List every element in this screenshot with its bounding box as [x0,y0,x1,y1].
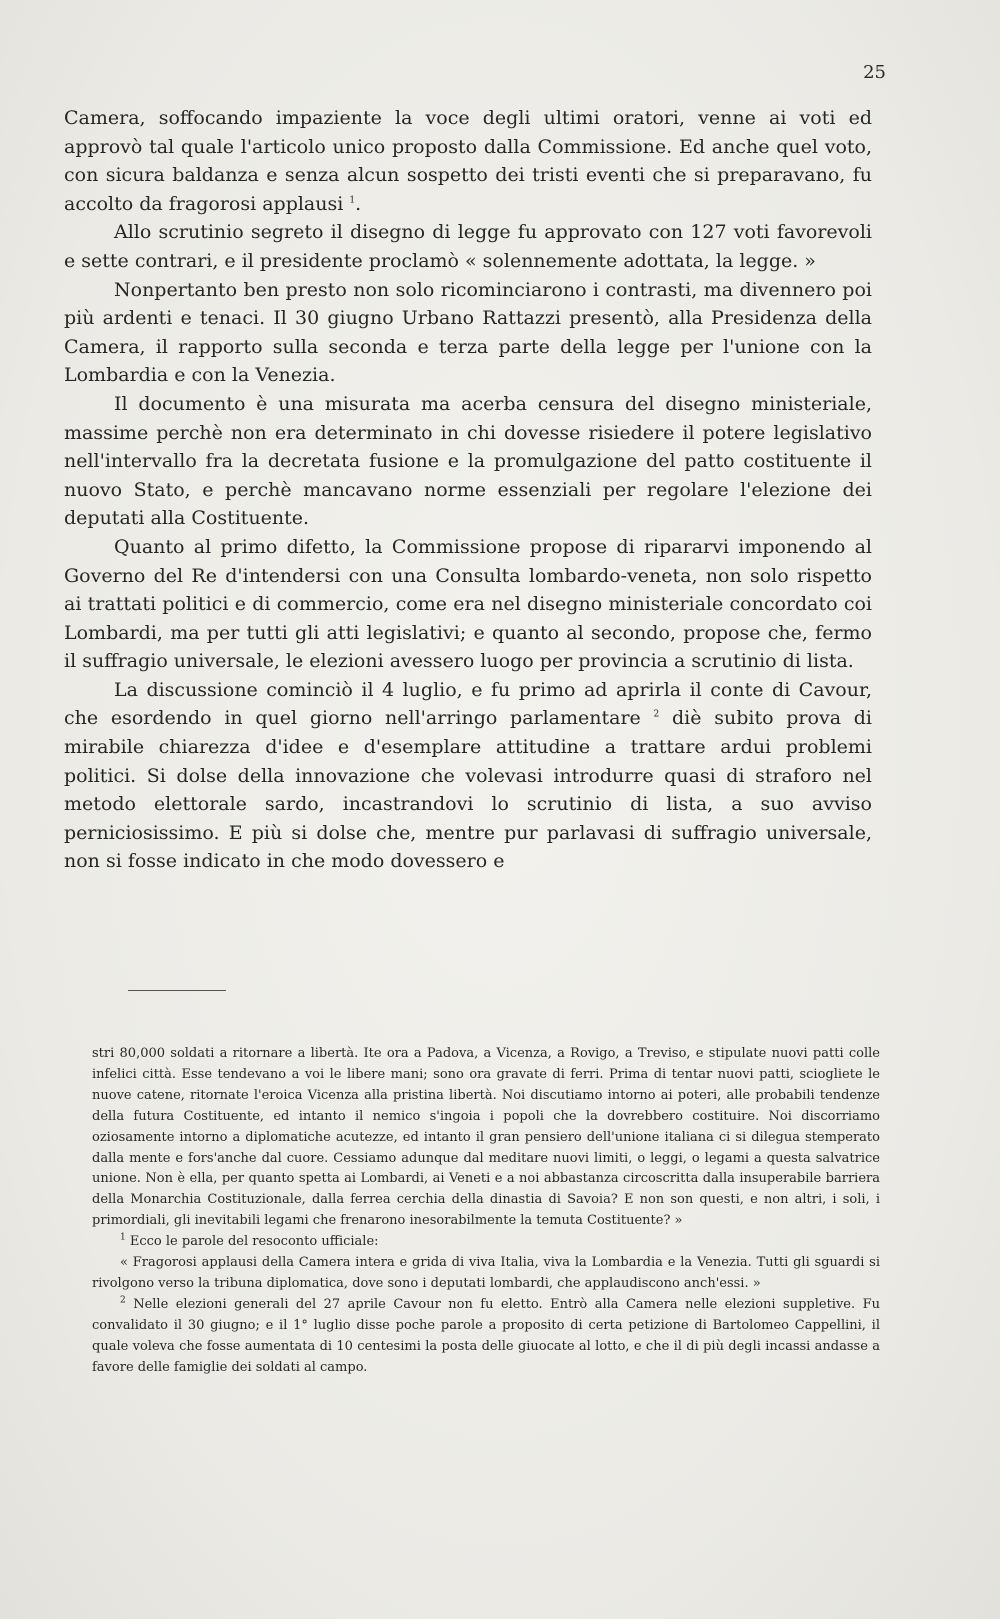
paragraph-text-tail: diè subito prova di mirabile chiarezza d'idee e d'esemplare attitudine a trattare ardui problemi politici. Si dolse della innovazione che volevasi introdurre quasi di straforo nel metodo elettorale sardo, incastrandovi lo scrutinio di lista, a suo avviso perniciosissimo. E più si dolse che, mentre pur parlavasi di suffragio universale, non si fosse indicato in che modo dovessero e [64,707,872,873]
paragraph-text-tail: . [355,192,362,215]
footnote-continuation: stri 80,000 soldati a ritornare a libertà. Ite ora a Padova, a Vicenza, a Rovigo, a Treviso, e stipulate nuovi patti colle infelici città. Esse tendevano a voi le libere mani; sono ora gravate di ferri. Prima di tentar nuovi patti, sciogliete le nuove catene, ritornate l'eroica Vicenza alla pristina libertà. Noi discutiamo intorno ai poteri, alle probabili tendenze della futura Costituente, ed intanto il nemico s'ingoia i popoli che la dovrebbero costituire. Noi discorriamo oziosamente intorno a diplomatiche acutezze, ed intanto il gran pensiero dell'unione italiana ci si dilegua stemperato dalla mente e fors'anche dal cuore. Cessiamo adunque dal meditare nuovi limiti, o leggi, o legami a questa salvatrice unione. Non è ella, per quanto spetta ai Lombardi, ai Veneti e a noi abbastanza circoscritta dalla insuperabile barriera della Monarchia Costituzionale, dalla ferrea cerchia della dinastia di Savoia? E non son questi, e non altri, i soli, i primordiali, gli inevitabili legami che frenarono inesorabilmente la temuta Costituente? » [92,1046,880,1229]
footnote-ref-1: 1 [349,195,356,206]
main-text [64,104,872,876]
paragraph-text: La discussione cominciò il 4 luglio, e fu primo ad aprirla il conte di Cavour, che esordendo in quel giorno nell'arringo parlamentare [64,678,872,730]
body-paragraph-2: Allo scrutinio segreto il disegno di legge fu approvato con 127 voti favorevoli e sette contrari, e il presidente proclamò « solennemente adottata, la legge. » [64,221,872,272]
footnote-1-intro: Ecco le parole del resoconto ufficiale: [129,1234,379,1250]
body-paragraph-1 [64,104,872,218]
body-paragraph-5: Quanto al primo difetto, la Commissione propose di ripararvi imponendo al Governo del Re d'intendersi con una Consulta lombardo-veneta, non solo rispetto ai trattati politici e di commercio, come era nel disegno ministeriale concordato coi Lombardi, ma per tutti gli atti legislativi; e quanto al secondo, propose che, fermo il suffragio universale, le elezioni avessero luogo per provincia a scrutinio di lista. [64,535,872,673]
footnote-separator [128,990,226,991]
body-paragraph-4: Il documento è una misurata ma acerba censura del disegno ministeriale, massime perchè non era determinato in chi dovesse risiedere il potere legislativo nell'intervallo fra la decretata fusione e la promulgazione del patto costituente il nuovo Stato, e perchè mancavano norme essenziali per regolare l'elezione dei deputati alla Costituente. [64,392,872,530]
body-paragraph-6 [64,676,872,876]
footnote-2-mark: 2 [120,1295,126,1306]
page-number: 25 [863,62,886,83]
footnote-ref-2: 2 [653,710,660,721]
footnote-1-quote: « Fragorosi applausi della Camera intera e grida di viva Italia, viva la Lombardia e la Venezia. Tutti gli sguardi si rivolgono verso la tribuna diplomatica, dove sono i deputati lombardi, che applaudiscono anch'essi. » [92,1255,880,1291]
footnote-2 [92,1295,880,1379]
footnotes [92,1044,880,1379]
paragraph-text: Camera, soffocando impaziente la voce degli ultimi oratori, venne ai voti ed approvò tal quale l'articolo unico proposto dalla Commissione. Ed anche quel voto, con sicura baldanza e senza alcun sospetto dei tristi eventi che si preparavano, fu accolto da fragorosi applausi [64,107,872,215]
footnote-1 [92,1232,880,1253]
footnote-1-mark: 1 [120,1232,126,1243]
body-paragraph-3: Nonpertanto ben presto non solo ricominciarono i contrasti, ma divennero poi più ardenti e tenaci. Il 30 giugno Urbano Rattazzi presentò, alla Presidenza della Camera, il rapporto sulla seconda e terza parte della legge per l'unione con la Lombardia e con la Venezia. [64,278,872,387]
footnote-2-text: Nelle elezioni generali del 27 aprile Cavour non fu eletto. Entrò alla Camera nelle elezioni suppletive. Fu convalidato il 30 giugno; e il 1° luglio disse poche parole a proposito di certa petizione di Bartolomeo Cappellini, il quale voleva che fosse aumentata di 10 centesimi la posta delle giuocate al lotto, e che il di più degli incassi andasse a favore delle famiglie dei soldati al campo. [92,1296,880,1375]
